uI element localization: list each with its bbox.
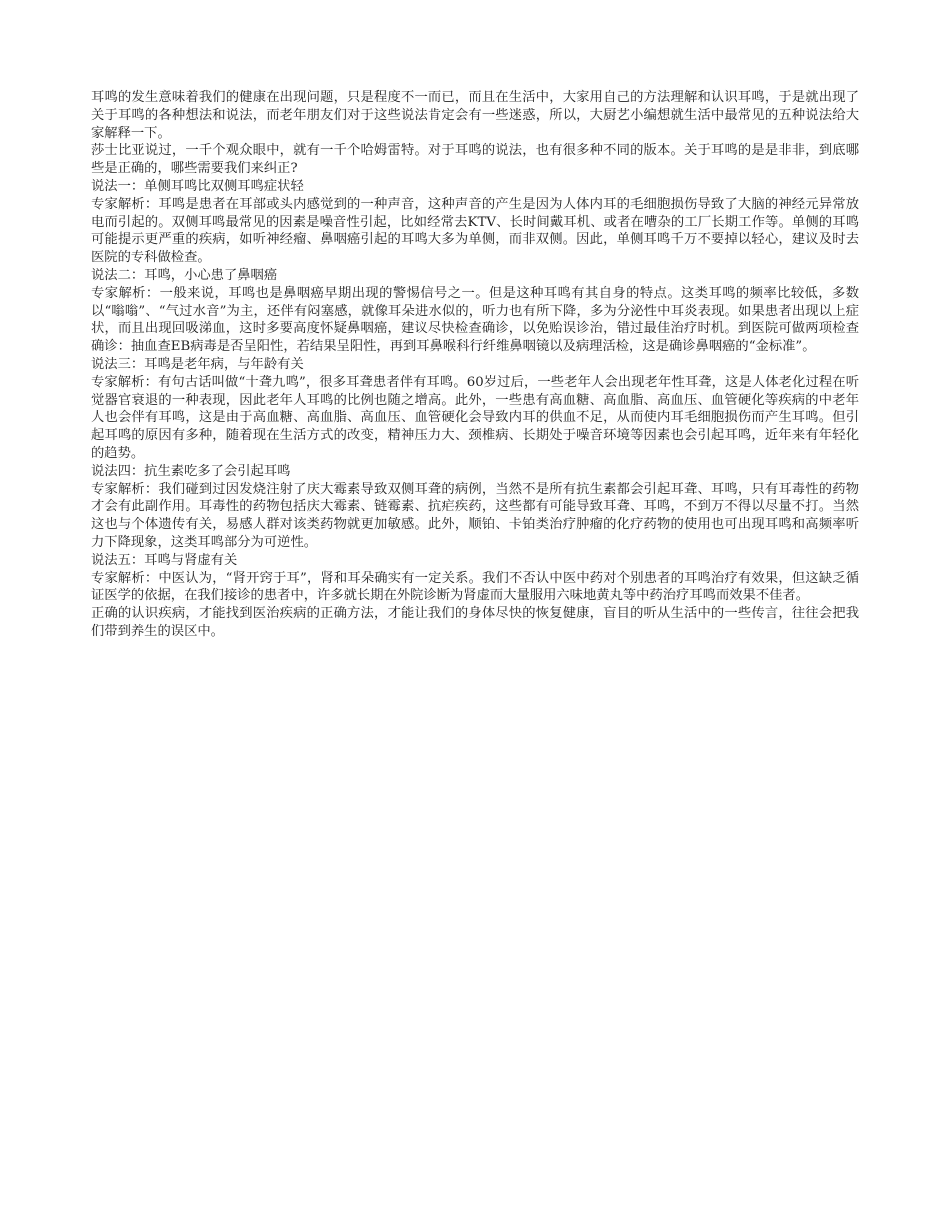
section-heading-3: 说法三：耳鸣是老年病，与年龄有关 [91, 356, 304, 372]
section-heading-5: 说法五：耳鸣与肾虚有关 [91, 552, 238, 568]
section-heading-4: 说法四：抗生素吃多了会引起耳鸣 [91, 463, 291, 479]
intro-paragraph-2: 莎士比亚说过，一千个观众眼中，就有一千个哈姆雷特。对于耳鸣的说法，也有很多种不同的版本。关于耳鸣的是是非非，到底哪些是正确的，哪些需要我们来纠正? [91, 143, 859, 177]
section-heading-2: 说法二：耳鸣，小心患了鼻咽癌 [91, 267, 278, 283]
intro-paragraph-1: 耳鸣的发生意味着我们的健康在出现问题，只是程度不一而已，而且在生活中，大家用自己的方法理解和认识耳鸣，于是就出现了关于耳鸣的各种想法和说法，而老年朋友们对于这些说法肯定会有一些迷惑，所以，大厨艺小编想就生活中最常见的五种说法给大家解释一下。 [91, 90, 859, 141]
conclusion-paragraph: 正确的认识疾病，才能找到医治疾病的正确方法，才能让我们的身体尽快的恢复健康，盲目的听从生活中的一些传言，往往会把我们带到养生的误区中。 [91, 606, 859, 639]
article-body [91, 89, 859, 641]
section-heading-1: 说法一：单侧耳鸣比双侧耳鸣症状轻 [91, 178, 304, 194]
section-body-5: 专家解析：中医认为，“肾开窍于耳”，肾和耳朵确实有一定关系。我们不否认中医中药对个别患者的耳鸣治疗有效果，但这缺乏循证医学的依据，在我们接诊的患者中，许多就长期在外院诊断为肾虚而大量服用六味地黄丸等中药治疗耳鸣而效果不佳者。 [91, 570, 859, 604]
section-body-1: 专家解析：耳鸣是患者在耳部或头内感觉到的一种声音，这种声音的产生是因为人体内耳的毛细胞损伤导致了大脑的神经元异常放电而引起的。双侧耳鸣最常见的因素是噪音性引起，比如经常去KTV、长时间戴耳机、或者在嘈杂的工厂长期工作等。单侧的耳鸣可能提示更严重的疾病，如听神经瘤、鼻咽癌引起的耳鸣大多为单侧，而非双侧。因此，单侧耳鸣千万不要掉以轻心，建议及时去医院的专科做检查。 [91, 196, 859, 266]
section-body-2: 专家解析：一般来说，耳鸣也是鼻咽癌早期出现的警惕信号之一。但是这种耳鸣有其自身的特点。这类耳鸣的频率比较低，多数以“嗡嗡”、“气过水音”为主，还伴有闷塞感，就像耳朵进水似的，听力也有所下降，多为分泌性中耳炎表现。如果患者出现以上症状，而且出现回吸涕血，这时多要高度怀疑鼻咽癌，建议尽快检查确诊，以免贻误诊治，错过最佳治疗时机。到医院可做两项检查确诊：抽血查EB病毒是否呈阳性，若结果呈阳性，再到耳鼻喉科行纤维鼻咽镜以及病理活检，这是确诊鼻咽癌的“金标准”。 [91, 285, 859, 355]
section-body-3: 专家解析：有句古话叫做“十聋九鸣”，很多耳聋患者伴有耳鸣。60岁过后，一些老年人会出现老年性耳聋，这是人体老化过程在听觉器官衰退的一种表现，因此老年人耳鸣的比例也随之增高。此外，一些患有高血糖、高血脂、高血压、血管硬化等疾病的中老年人也会伴有耳鸣，这是由于高血糖、高血脂、高血压、血管硬化会导致内耳的供血不足，从而使内耳毛细胞损伤而产生耳鸣。但引起耳鸣的原因有多种，随着现在生活方式的改变，精神压力大、颈椎病、长期处于噪音环境等因素也会引起耳鸣，近年来有年轻化的趋势。 [91, 374, 859, 461]
section-body-4: 专家解析：我们碰到过因发烧注射了庆大霉素导致双侧耳聋的病例，当然不是所有抗生素都会引起耳聋、耳鸣，只有耳毒性的药物才会有此副作用。耳毒性的药物包括庆大霉素、链霉素、抗疟疾药，这些都有可能导致耳聋、耳鸣，不到万不得以尽量不打。当然这也与个体遗传有关，易感人群对该类药物就更加敏感。此外，顺铂、卡铂类治疗肿瘤的化疗药物的使用也可出现耳鸣和高频率听力下降现象，这类耳鸣部分为可逆性。 [91, 481, 859, 550]
